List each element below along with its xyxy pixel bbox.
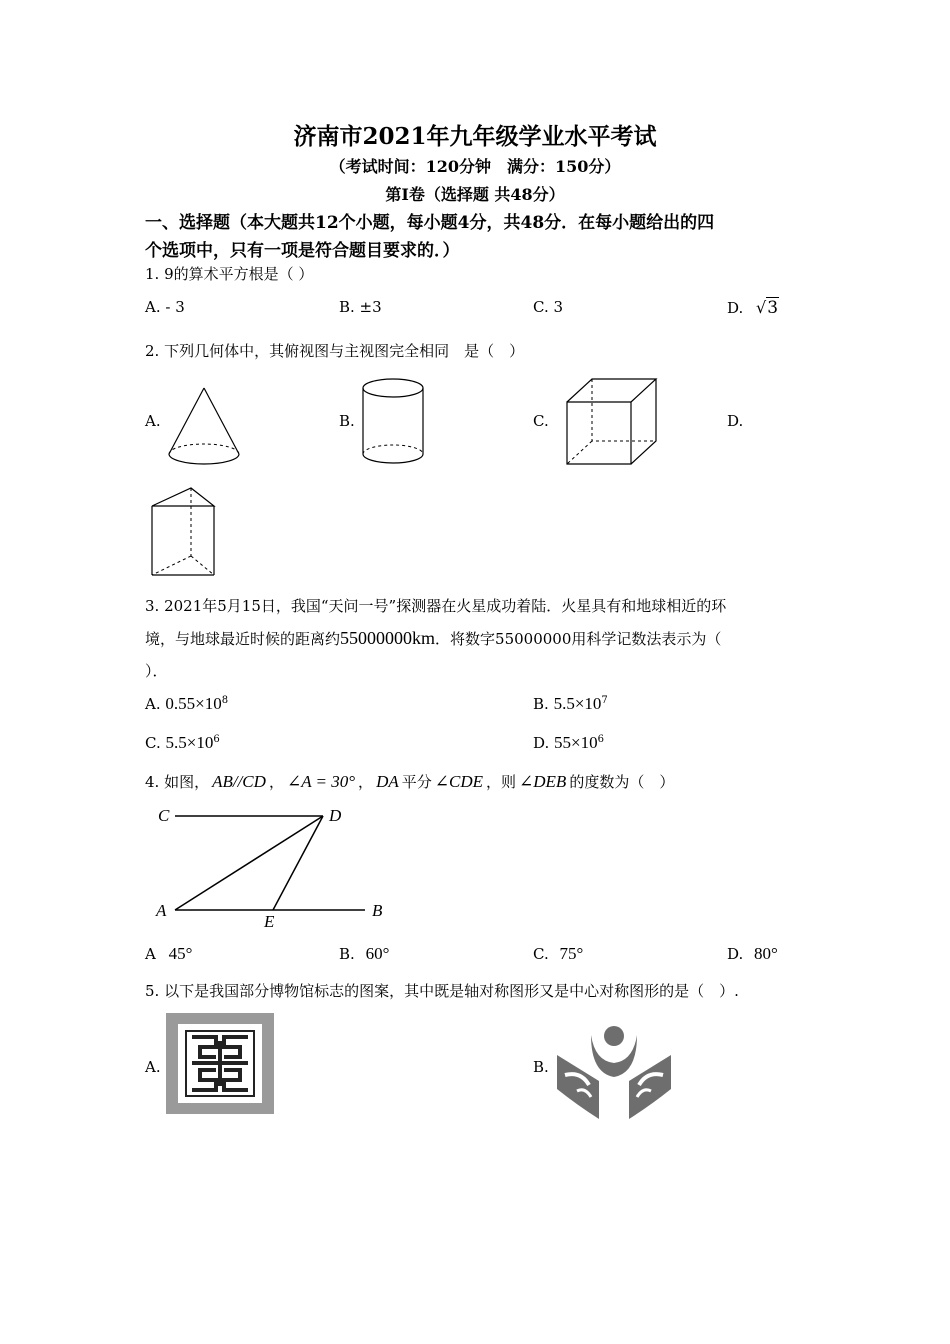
- q4-post1: ，则: [486, 773, 517, 791]
- q4-angle-deb: ∠DEB: [519, 772, 567, 791]
- q4-option-b: [339, 944, 389, 964]
- q4-a-value: 45°: [168, 944, 193, 963]
- q4-angle-cde: ∠CDE: [434, 772, 483, 791]
- question-3-line3: ）．: [145, 662, 168, 680]
- q4-mid: 平分: [401, 773, 432, 791]
- q4-b-label: B.: [339, 945, 355, 963]
- exam-info: （考试时间：120分钟 满分：150分）: [329, 157, 621, 176]
- q4-d-value: 80°: [754, 944, 778, 963]
- q4-sep1: ，: [268, 773, 284, 791]
- q4-da: DA: [376, 772, 399, 791]
- sqrt-3: [756, 298, 779, 318]
- question-4-text: [145, 771, 674, 792]
- label-c: C: [158, 806, 170, 825]
- sqrt-radicand: 3: [767, 298, 779, 318]
- q1-option-b: B. ±3: [339, 298, 382, 316]
- question-3-line2: [145, 628, 721, 649]
- section-heading-line2: 个选项中，只有一项是符合题目要求的．）: [145, 241, 460, 261]
- q3-a-value: 0.55×10: [165, 694, 222, 713]
- q3-c-exp: 6: [213, 734, 220, 745]
- q3-option-d: [533, 733, 604, 753]
- q4-c-value: 75°: [559, 944, 584, 963]
- q4-post2: 的度数为（ ）: [569, 773, 675, 791]
- q4-parallel: AB//CD: [212, 772, 266, 791]
- q4-angle-a: ∠A = 30°: [286, 772, 356, 791]
- q1-option-c: C. 3: [533, 298, 564, 316]
- label-d: D: [329, 806, 342, 825]
- q4-option-c: [533, 944, 583, 964]
- museum-logo-figure-icon: [555, 1025, 673, 1120]
- q3-d-exp: 6: [597, 734, 605, 745]
- q3-b-value: 5.5×10: [553, 694, 602, 713]
- q3-d-value: 55×10: [554, 733, 598, 752]
- q4-option-a: [145, 944, 192, 964]
- label-e: E: [264, 912, 275, 931]
- label-b: B: [372, 901, 383, 920]
- q5-option-b: B.: [533, 1058, 549, 1076]
- label-a: A: [156, 901, 167, 920]
- q2-option-a: A.: [145, 412, 161, 430]
- line-ad: [175, 816, 323, 910]
- q2-option-d: D.: [727, 412, 744, 430]
- museum-logo-maze-icon: [166, 1013, 276, 1116]
- q1-option-a: A. - 3: [145, 298, 185, 316]
- q3-c-label: C.: [145, 734, 161, 752]
- question-3-line1: 3. 2021年5月15日，我国“天问一号”探测器在火星成功着陆．火星具有和地球相近的环: [145, 597, 727, 615]
- line-de: [273, 816, 323, 910]
- q4-d-label: D.: [727, 945, 744, 963]
- q3-text-c: ．将数字55000000用科学记数法表示为（: [435, 630, 722, 648]
- question-1-text: 1. 9的算术平方根是（ ）: [145, 265, 314, 283]
- q3-b-label: B.: [533, 695, 549, 713]
- q4-pre: 4. 如图，: [145, 773, 210, 791]
- question-5-text: 5. 以下是我国部分博物馆标志的图案，其中既是轴对称图形又是中心对称图形的是（ ）.: [145, 982, 739, 1000]
- q1-option-d-label: D.: [727, 299, 744, 317]
- q4-b-value: 60°: [365, 944, 390, 963]
- q2-option-c: C.: [533, 412, 549, 430]
- question-2-text: 2. 下列几何体中，其俯视图与主视图完全相同 是（ ）: [145, 342, 525, 360]
- q4-c-label: C.: [533, 945, 549, 963]
- q2-option-b: B.: [339, 412, 355, 430]
- section-heading-line1: 一、选择题（本大题共12个小题，每小题4分，共48分．在每小题给出的四: [145, 213, 715, 233]
- q3-a-label: A.: [145, 695, 161, 713]
- q4-option-d: [727, 944, 778, 964]
- part-heading: 第Ⅰ卷（选择题 共48分）: [385, 185, 565, 204]
- q3-c-value: 5.5×10: [165, 733, 214, 752]
- page-title: 济南市2021年九年级学业水平考试: [293, 123, 657, 150]
- q3-distance: 55000000km: [340, 628, 436, 648]
- cylinder-icon: [358, 374, 438, 474]
- q3-option-b: [533, 694, 608, 714]
- triangular-prism-icon: [148, 484, 223, 580]
- cone-icon: [160, 382, 250, 472]
- radical-icon: √: [756, 298, 767, 317]
- q3-option-c: [145, 733, 220, 753]
- q3-d-label: D.: [533, 734, 550, 752]
- cube-icon: [562, 376, 662, 468]
- q4-sep2: ，: [358, 773, 374, 791]
- q3-option-a: [145, 694, 228, 714]
- q3-text-a: 境，与地球最近时候的距离约: [145, 630, 341, 648]
- q1-option-d: [727, 298, 779, 318]
- q4-geometry-figure: [150, 803, 400, 933]
- q4-a-label: A: [145, 945, 156, 963]
- q3-a-exp: 8: [221, 695, 229, 706]
- q3-b-exp: 7: [601, 695, 608, 706]
- q5-option-a: A.: [145, 1058, 161, 1076]
